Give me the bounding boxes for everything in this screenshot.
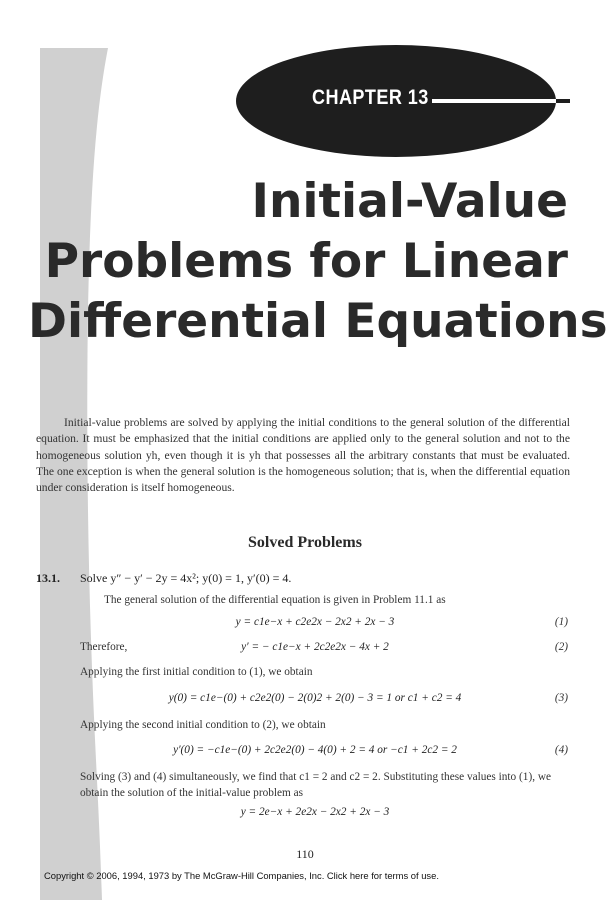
equation-4: y′(0) = −c1e−(0) + 2c2e2(0) − 4(0) + 2 = 4 or −c1 + 2c2 = 2 xyxy=(173,744,457,756)
equation-1: y = c1e−x + c2e2x − 2x2 + 2x − 3 xyxy=(235,616,395,628)
chapter-banner xyxy=(0,0,610,170)
solution-paragraph-4: Solving (3) and (4) simultaneously, we find that c1 = 2 and c2 = 2. Substituting these values into (1), we obtain the solution of the initial-value problem as xyxy=(80,771,552,799)
page-number: 110 xyxy=(296,847,314,861)
solution-paragraph-2: Applying the first initial condition to (1), we obtain xyxy=(80,666,313,678)
intro-paragraph xyxy=(36,415,570,496)
equation-2-number: (2) xyxy=(554,641,568,653)
chapter-label: CHAPTER 13 xyxy=(312,86,429,109)
section-heading: Solved Problems xyxy=(248,534,362,551)
equation-5: y = 2e−x + 2e2x − 2x2 + 2x − 3 xyxy=(240,806,390,818)
equation-4-number: (4) xyxy=(554,744,568,756)
intro-text: Initial-value problems are solved by applying the initial conditions to the general solution of the differential equation. It must be emphasized that the initial conditions are applied only to the general solution and not to the homogeneous solution yh, even though it is yh that possesses all the arbitrary constants that must be evaluated. The one exception is when the general solution is the homogeneous solution; that is, when the differential equation under consideration is itself homogeneous. xyxy=(36,416,570,495)
therefore-label: Therefore, xyxy=(80,641,128,653)
equation-3: y(0) = c1e−(0) + c2e2(0) − 2(0)2 + 2(0) − 3 = 1 or c1 + c2 = 4 xyxy=(168,692,462,704)
problem-statement: Solve y″ − y′ − 2y = 4x²; y(0) = 1, y′(0) = 4. xyxy=(80,571,292,585)
equation-1-number: (1) xyxy=(554,616,568,628)
solution-paragraph-3: Applying the second initial condition to (2), we obtain xyxy=(80,719,326,731)
solution-paragraph-1: The general solution of the differential equation is given in Problem 11.1 as xyxy=(104,594,446,606)
equation-2: y′ = − c1e−x + 2c2e2x − 4x + 2 xyxy=(241,641,389,653)
equation-3-number: (3) xyxy=(554,692,568,704)
title-line-1: Initial-Value xyxy=(251,174,568,229)
title-line-3: Differential Equations xyxy=(28,294,608,349)
title-line-2: Problems for Linear xyxy=(44,234,568,289)
chapter-title xyxy=(28,172,608,352)
copyright-link[interactable]: Copyright © 2006, 1994, 1973 by The McGraw-Hill Companies, Inc. Click here for terms of use. xyxy=(44,870,439,881)
problem-number: 13.1. xyxy=(36,571,60,585)
